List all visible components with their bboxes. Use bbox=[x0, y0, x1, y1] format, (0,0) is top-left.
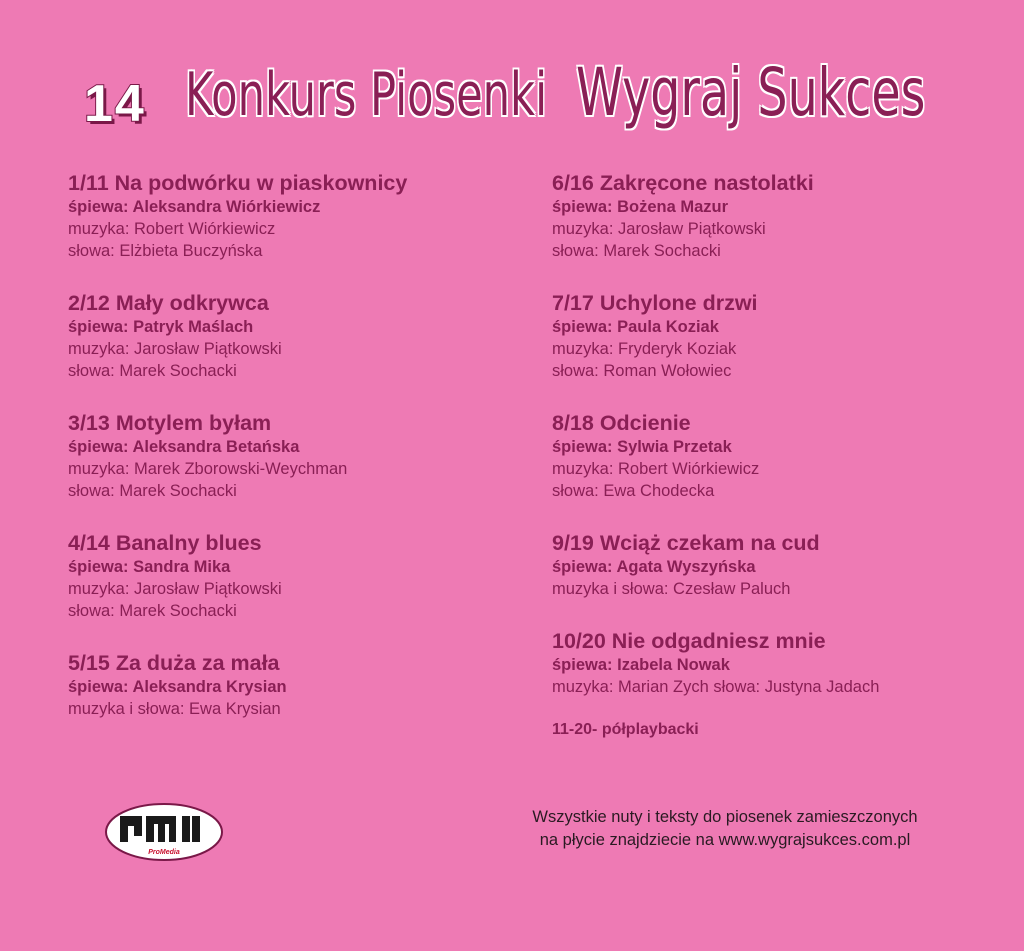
song-singer: śpiewa: Paula Koziak bbox=[552, 318, 719, 336]
song-item bbox=[552, 530, 992, 600]
song-title: 2/12 Mały odkrywca bbox=[68, 291, 269, 315]
song-singer: śpiewa: Bożena Mazur bbox=[552, 198, 729, 216]
song-credit: słowa: Marek Sochacki bbox=[552, 242, 721, 260]
song-credit: muzyka i słowa: Czesław Paluch bbox=[552, 580, 791, 598]
title-part2: Wygraj Sukces bbox=[576, 54, 926, 131]
song-singer: śpiewa: Sandra Mika bbox=[68, 558, 231, 576]
title-part1: Konkurs Piosenki bbox=[185, 60, 548, 130]
song-title: 6/16 Zakręcone nastolatki bbox=[552, 171, 814, 195]
playback-note: 11-20- półplaybacki bbox=[552, 721, 699, 738]
title-number: 14 bbox=[84, 75, 146, 133]
song-item bbox=[68, 530, 528, 622]
song-singer: śpiewa: Patryk Maślach bbox=[68, 318, 254, 336]
song-credit: muzyka: Fryderyk Koziak bbox=[552, 340, 737, 358]
song-credit: słowa: Marek Sochacki bbox=[68, 362, 237, 380]
song-singer: śpiewa: Aleksandra Krysian bbox=[68, 678, 287, 696]
song-singer: śpiewa: Agata Wyszyńska bbox=[552, 558, 756, 576]
logo-text: ProMedia bbox=[148, 849, 180, 856]
page-title bbox=[80, 52, 980, 152]
song-item bbox=[68, 650, 528, 720]
song-credit: słowa: Marek Sochacki bbox=[68, 602, 237, 620]
song-title: 10/20 Nie odgadniesz mnie bbox=[552, 629, 826, 653]
song-item bbox=[68, 170, 528, 262]
footer-note bbox=[462, 806, 988, 852]
song-credit: muzyka: Robert Wiórkiewicz bbox=[552, 460, 760, 478]
song-title: 5/15 Za duża za mała bbox=[68, 651, 280, 675]
song-title: 1/11 Na podwórku w piaskownicy bbox=[68, 171, 408, 195]
song-item bbox=[68, 410, 528, 502]
song-singer: śpiewa: Izabela Nowak bbox=[552, 656, 730, 674]
song-list-left bbox=[68, 170, 528, 748]
song-singer: śpiewa: Aleksandra Wiórkiewicz bbox=[68, 198, 321, 216]
song-item bbox=[552, 628, 992, 698]
song-credit: słowa: Marek Sochacki bbox=[68, 482, 237, 500]
logo-graphic bbox=[104, 802, 224, 862]
song-singer: śpiewa: Aleksandra Betańska bbox=[68, 438, 300, 456]
song-item bbox=[552, 170, 992, 262]
song-credit: słowa: Elżbieta Buczyńska bbox=[68, 242, 263, 260]
song-item bbox=[68, 290, 528, 382]
song-item bbox=[552, 290, 992, 382]
song-title: 9/19 Wciąż czekam na cud bbox=[552, 531, 820, 555]
song-title: 8/18 Odcienie bbox=[552, 411, 691, 435]
song-title: 3/13 Motylem byłam bbox=[68, 411, 272, 435]
song-singer: śpiewa: Sylwia Przetak bbox=[552, 438, 732, 456]
promedia-logo bbox=[104, 802, 224, 862]
song-credit: muzyka: Jarosław Piątkowski bbox=[68, 580, 282, 598]
song-credit: muzyka: Marek Zborowski-Weychman bbox=[68, 460, 348, 478]
song-item bbox=[552, 410, 992, 502]
song-title: 4/14 Banalny blues bbox=[68, 531, 262, 555]
song-credit: muzyka: Jarosław Piątkowski bbox=[68, 340, 282, 358]
footer-line: na płycie znajdziecie na www.wygrajsukces.com.pl bbox=[539, 831, 911, 849]
song-credit: słowa: Ewa Chodecka bbox=[552, 482, 715, 500]
footer-line: Wszystkie nuty i teksty do piosenek zamieszczonych bbox=[532, 808, 918, 826]
song-credit: muzyka: Robert Wiórkiewicz bbox=[68, 220, 276, 238]
song-title: 7/17 Uchylone drzwi bbox=[552, 291, 758, 315]
song-credit: muzyka: Marian Zych słowa: Justyna Jadach bbox=[552, 678, 880, 696]
song-credit: muzyka: Jarosław Piątkowski bbox=[552, 220, 766, 238]
song-list-right bbox=[552, 170, 992, 740]
song-credit: słowa: Roman Wołowiec bbox=[552, 362, 732, 380]
song-credit: muzyka i słowa: Ewa Krysian bbox=[68, 700, 281, 718]
